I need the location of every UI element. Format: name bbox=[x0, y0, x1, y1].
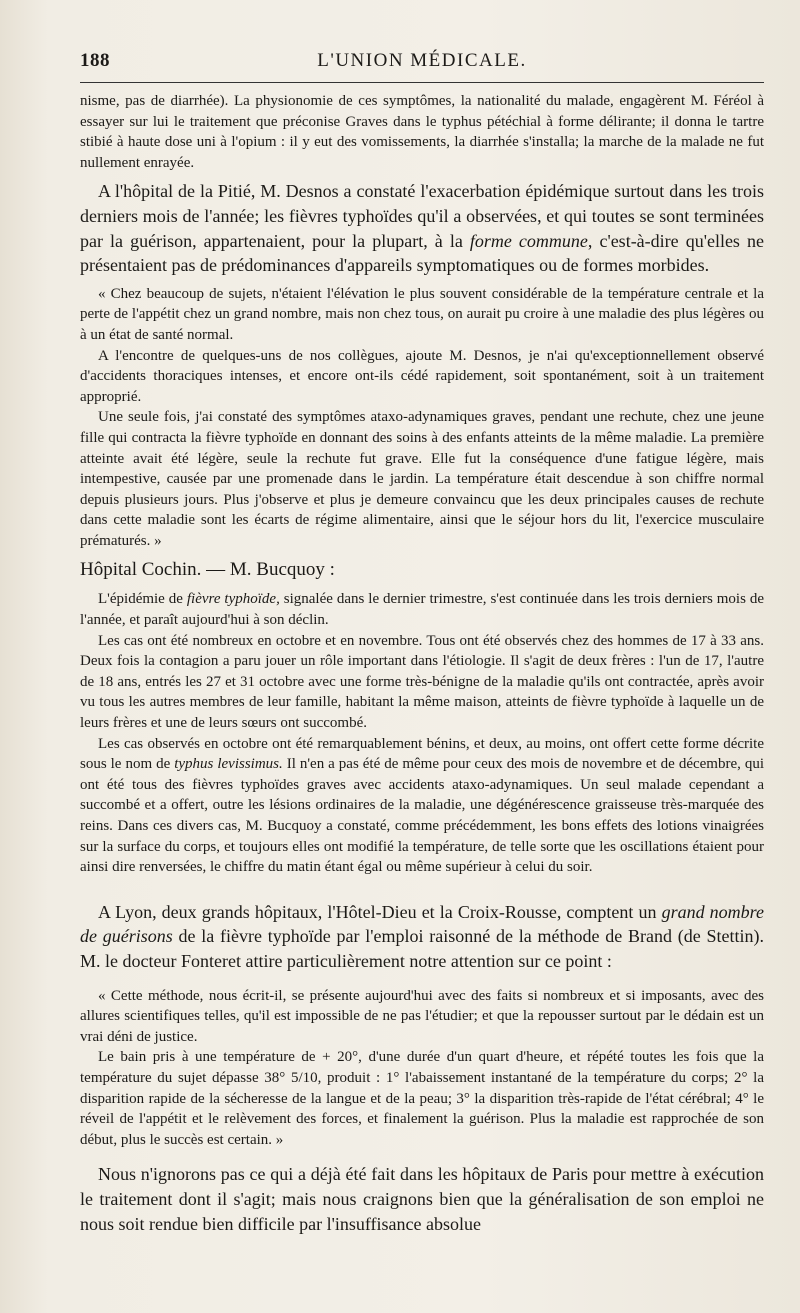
paragraph-cas-octobre: Les cas observés en octobre ont été remarquablement bénins, et deux, au moins, ont offert cette forme décrite sous le nom de typhus levissimus. Il n'en a pas été de même pour ceux des mois de novembre et de décembre, qui ont été tous des fièvres typhoïdes graves avec accidents ataxo-adynamiques. Un seul malade cependant a succombé et a offert, outre les lésions ordinaires de la maladie, une dégénérescence graisseuse très-marquée des reins. Dans ces divers cas, M. Bucquoy a constaté, comme précédemment, les bons effets des lotions vinaigrées sur la surface du corps, et toujours elles ont modifié la température, de telle sorte que les oscillations étaient pour ainsi dire renversées, le chiffre du matin étant égal ou même supérieur à celui du soir. bbox=[80, 735, 764, 876]
paragraph-rechute: Une seule fois, j'ai constaté des symptômes ataxo-adynamiques graves, pendant une rechute, chez une jeune fille qui contracta la fièvre typhoïde en donnant des soins à des enfants atteints de la même maladie. La première atteinte avait été légère, seule la rechute fut grave. Elle fut la conséquence d'une fatigue légère, mais intempestive, causée par une promenade dans le jardin. La température était descendue à son chiffre normal depuis plusieurs jours. Plus j'observe et plus je demeure convaincu que les deux principales causes de rechute dans cette maladie sont les écarts de régime alimentaire, ainsi que le séjour hors du lit, l'exercice musculaire prématurés. » bbox=[80, 409, 764, 549]
paragraph-quote-desnos: « Chez beaucoup de sujets, n'étaient l'élévation le plus souvent considérable de la température centrale et la perte de l'appétit chez un grand nombre, mais non chez tous, on aurait pu croire à une maladie des plus légères ou à un état de santé normal. bbox=[80, 285, 764, 343]
page-header bbox=[80, 36, 764, 83]
paragraph-epidemie: L'épidémie de fièvre typhoïde, signalée dans le dernier trimestre, s'est continuée dans les trois derniers mois de l'année, et paraît aujourd'hui à son déclin. bbox=[80, 591, 765, 629]
running-title: L'UNION MÉDICALE. bbox=[317, 50, 527, 71]
paragraph-lyon: A Lyon, deux grands hôpitaux, l'Hôtel-Dieu et la Croix-Rousse, comptent un grand nombre de guérisons de la fièvre typhoïde par l'emploi raisonné de la méthode de Brand (de Stettin). M. le docteur Fonteret attire particulièrement notre attention sur ce point : bbox=[80, 901, 764, 971]
paragraph-bain: Le bain pris à une température de + 20°, d'une durée d'un quart d'heure, et répété toutes les fois que la température du sujet dépasse 38° 5/10, produit : 1° l'abaissement instantané de la température du corps; 2° la disparition rapide de la sécheresse de la langue et de la peau; 3° la disparition très-rapide de l'état cérébral; 4° le réveil de l'appétit et le relèvement des forces, et finalement la guérison. Plus la maladie est rapprochée de son début, plus le succès est certain. » bbox=[80, 1049, 764, 1148]
paragraph-pitie: A l'hôpital de la Pitié, M. Desnos a constaté l'exacerbation épidémique surtout dans les trois derniers mois de l'année; les fièvres typhoïdes qu'il a observées, et qui toutes se sont terminées par la guérison, appartenaient, pour la plupart, à la forme commune, c'est-à-dire qu'elles ne présentaient pas de prédominances d'appareils symptomatiques ou de formes morbides. bbox=[80, 181, 764, 276]
paragraph-conclusion: Nous n'ignorons pas ce qui a déjà été fait dans les hôpitaux de Paris pour mettre à exécution le traitement dont il s'agit; mais nous craignons bien que la généralisation de son emploi ne nous soit rendue bien difficile par l'insuffisance absolue bbox=[80, 1164, 764, 1234]
paragraph-continuation: nisme, pas de diarrhée). La physionomie de ces symptômes, la nationalité du malade, engagèrent M. Féréol à essayer sur lui le traitement que préconise Graves dans le typhus pétéchial à forme délirante; il donna le tartre stibié à haute dose uni à l'opium : il y eut des vomissements, la diarrhée s'installa; la marche de la malade ne fut nullement enrayée. bbox=[80, 93, 764, 171]
paragraph-quote-fonteret: « Cette méthode, nous écrit-il, se présente aujourd'hui avec des faits si nombreux et si imposants, avec des allures scientifiques telles, qu'il est impossible de ne pas l'étudier; et que la repousser surtout par le dédain est un vrai déni de justice. bbox=[80, 987, 764, 1045]
paragraph-cas-nombreux: Les cas ont été nombreux en octobre et en novembre. Tous ont été observés chez des hommes de 17 à 33 ans. Deux fois la contagion a paru jouer un rôle important dans l'étiologie. Il s'agit de deux frères : l'un de 17, l'autre de 18 ans, entrés les 27 et 31 octobre avec une forme très-bénigne de la maladie qu'ils ont contractée, après avoir vu tous les autres membres de leur famille, habitant la même maison, atteints de fièvre typhoïde à laquelle un de leurs frères et une de leurs sœurs ont succombé. bbox=[80, 632, 764, 732]
paragraph-desnos-2: A l'encontre de quelques-uns de nos collègues, ajoute M. Desnos, je n'ai qu'exceptionnellement observé d'accidents thoraciques intenses, et encore ont-ils cédé rapidement, soit spontanément, soit à un traitement approprié. bbox=[80, 347, 764, 405]
section-heading-cochin: Hôpital Cochin. — M. Bucquoy : bbox=[80, 559, 335, 581]
page-number: 188 bbox=[80, 50, 110, 71]
